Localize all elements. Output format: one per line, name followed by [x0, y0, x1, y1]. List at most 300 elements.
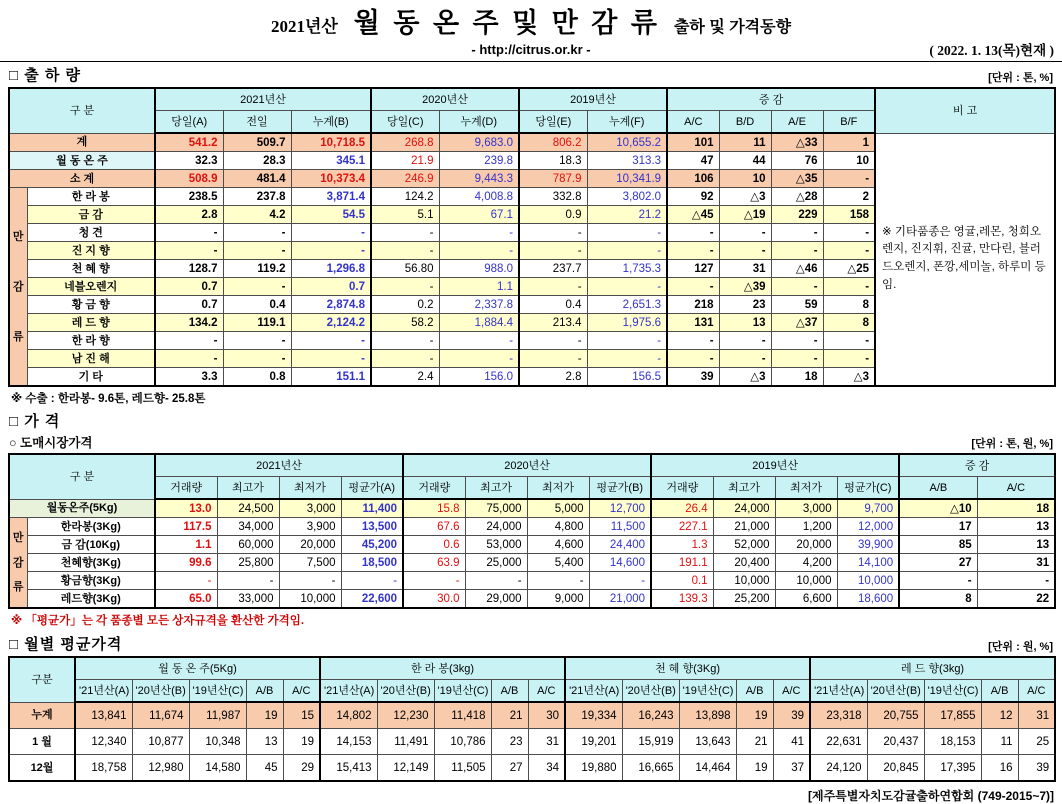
- col-header: 거래량: [155, 477, 217, 500]
- data-cell: 4,800: [527, 518, 589, 536]
- data-cell: 345.1: [291, 152, 371, 170]
- data-cell: 131: [667, 314, 719, 332]
- data-cell: 12: [981, 702, 1018, 729]
- row-label: 월동온주(5Kg): [9, 499, 155, 518]
- data-cell: -: [155, 332, 223, 350]
- data-cell: 9,443.3: [439, 170, 519, 188]
- remark-cell: ※ 기타품종은 영귤,레몬, 청희오렌지, 진지휘, 진귤, 만다린, 블러드오렌지, 폰깡,세미놀, 하루미 등 임.: [875, 133, 1055, 386]
- table-row: [9, 572, 1055, 590]
- col-header: '19년산(C): [189, 680, 246, 703]
- group-strip-label: 만 감 류: [9, 518, 27, 609]
- data-cell: 30: [528, 702, 565, 729]
- data-cell: -: [589, 572, 651, 590]
- data-cell: 13: [246, 729, 283, 755]
- data-cell: 2,651.3: [587, 296, 667, 314]
- data-cell: 39,900: [837, 536, 899, 554]
- data-cell: 3,871.4: [291, 188, 371, 206]
- data-cell: 14,802: [320, 702, 377, 729]
- data-cell: 13: [719, 314, 771, 332]
- data-cell: 1,884.4: [439, 314, 519, 332]
- col-header: A/C: [773, 680, 810, 703]
- data-cell: 10,341.9: [587, 170, 667, 188]
- data-cell: 0.7: [155, 296, 223, 314]
- data-cell: 124.2: [371, 188, 439, 206]
- data-cell: -: [771, 242, 823, 260]
- col-header: '21년산(A): [565, 680, 622, 703]
- data-cell: 134.2: [155, 314, 223, 332]
- data-cell: 19: [283, 729, 320, 755]
- data-cell: 14,153: [320, 729, 377, 755]
- data-cell: -: [771, 332, 823, 350]
- title-divider: [0, 61, 1062, 62]
- data-cell: △45: [667, 206, 719, 224]
- data-cell: 45: [246, 755, 283, 782]
- subsection-title-wholesale: ○ 도매시장가격: [9, 436, 93, 450]
- data-cell: 29: [283, 755, 320, 782]
- data-cell: 32.3: [155, 152, 223, 170]
- data-cell: 21.9: [371, 152, 439, 170]
- row-label: 금 감(10Kg): [27, 536, 155, 554]
- row-label: 남 진 해: [27, 350, 155, 368]
- data-cell: 20,000: [279, 536, 341, 554]
- col-header: 당일(E): [519, 111, 587, 134]
- data-cell: 21: [736, 729, 773, 755]
- data-cell: 2: [823, 188, 875, 206]
- data-cell: 2,874.8: [291, 296, 371, 314]
- data-cell: 541.2: [155, 133, 223, 152]
- data-cell: 52,000: [713, 536, 775, 554]
- data-cell: 3,802.0: [587, 188, 667, 206]
- data-cell: -: [439, 242, 519, 260]
- col-header: 누계(F): [587, 111, 667, 134]
- data-cell: -: [667, 350, 719, 368]
- data-cell: 3,000: [279, 499, 341, 518]
- row-label: 청 견: [27, 224, 155, 242]
- data-cell: 10,877: [132, 729, 189, 755]
- col-group-hallabong: 한 라 봉(3kg): [320, 657, 565, 680]
- data-cell: 63.9: [403, 554, 465, 572]
- data-cell: 41: [773, 729, 810, 755]
- data-cell: 0.7: [155, 278, 223, 296]
- data-cell: -: [371, 278, 439, 296]
- data-cell: 13,643: [679, 729, 736, 755]
- data-cell: 0.1: [651, 572, 713, 590]
- data-cell: -: [719, 332, 771, 350]
- row-label: 한라봉(3Kg): [27, 518, 155, 536]
- col-header-remark: 비 고: [875, 88, 1055, 133]
- unit-label-price: [단위 : 톤, 원, %]: [971, 438, 1053, 450]
- title-subtitle: 출하 및 가격동향: [673, 19, 792, 36]
- data-cell: 508.9: [155, 170, 223, 188]
- data-cell: 14,580: [189, 755, 246, 782]
- wholesale-price-table: [8, 453, 1056, 609]
- data-cell: 18: [977, 499, 1055, 518]
- data-cell: 4,200: [775, 554, 837, 572]
- data-cell: 15: [283, 702, 320, 729]
- data-cell: 31: [977, 554, 1055, 572]
- data-cell: 10,000: [279, 590, 341, 609]
- data-cell: 12,000: [837, 518, 899, 536]
- data-cell: 85: [899, 536, 977, 554]
- data-cell: 14,100: [837, 554, 899, 572]
- data-cell: -: [823, 224, 875, 242]
- data-cell: -: [823, 350, 875, 368]
- col-header-gubun: 구 분: [9, 88, 155, 133]
- data-cell: 101: [667, 133, 719, 152]
- col-group-2019: 2019년산: [519, 88, 667, 111]
- data-cell: 7,500: [279, 554, 341, 572]
- data-cell: -: [291, 242, 371, 260]
- col-header: 거래량: [403, 477, 465, 500]
- data-cell: 19,201: [565, 729, 622, 755]
- unit-label-shipment: [단위 : 톤, %]: [988, 72, 1053, 84]
- data-cell: 11,418: [434, 702, 491, 729]
- data-cell: -: [371, 224, 439, 242]
- col-header: B/F: [823, 111, 875, 134]
- monthly-average-price-table: [8, 656, 1056, 782]
- data-cell: 139.3: [651, 590, 713, 609]
- data-cell: 0.8: [223, 368, 291, 387]
- data-cell: -: [223, 242, 291, 260]
- title-year: 2021년산: [270, 17, 338, 36]
- data-cell: 13: [977, 518, 1055, 536]
- data-cell: -: [667, 332, 719, 350]
- section-title-shipment: □ 출 하 량: [9, 67, 82, 84]
- col-header: '21년산(A): [320, 680, 377, 703]
- data-cell: -: [771, 350, 823, 368]
- col-header: '19년산(C): [434, 680, 491, 703]
- col-group-2020: 2020년산: [403, 454, 651, 477]
- row-label: 레드향(3Kg): [27, 590, 155, 609]
- data-cell: 238.5: [155, 188, 223, 206]
- data-cell: -: [719, 224, 771, 242]
- col-header: 평균가(A): [341, 477, 403, 500]
- data-cell: 21,000: [713, 518, 775, 536]
- data-cell: -: [439, 332, 519, 350]
- data-cell: -: [223, 224, 291, 242]
- data-cell: 45,200: [341, 536, 403, 554]
- data-cell: 988.0: [439, 260, 519, 278]
- col-group-2020: 2020년산: [371, 88, 519, 111]
- data-cell: 10: [719, 170, 771, 188]
- col-header: 최고가: [713, 477, 775, 500]
- data-cell: 6,600: [775, 590, 837, 609]
- data-cell: -: [403, 572, 465, 590]
- col-header: 거래량: [651, 477, 713, 500]
- data-cell: 13.0: [155, 499, 217, 518]
- data-cell: 53,000: [465, 536, 527, 554]
- data-cell: 22,600: [341, 590, 403, 609]
- data-cell: 332.8: [519, 188, 587, 206]
- col-header: 당일(C): [371, 111, 439, 134]
- data-cell: 156.5: [587, 368, 667, 387]
- data-cell: 10,718.5: [291, 133, 371, 152]
- col-group-change: 증 감: [667, 88, 875, 111]
- data-cell: -: [155, 224, 223, 242]
- data-cell: 12,230: [377, 702, 434, 729]
- data-cell: -: [291, 224, 371, 242]
- data-cell: 3,000: [775, 499, 837, 518]
- data-cell: 25: [1018, 729, 1055, 755]
- data-cell: 19: [736, 755, 773, 782]
- shipment-table: [8, 87, 1056, 387]
- col-header: A/C: [528, 680, 565, 703]
- data-cell: -: [587, 224, 667, 242]
- table-row: [9, 499, 1055, 518]
- data-cell: 13: [977, 536, 1055, 554]
- data-cell: 29,000: [465, 590, 527, 609]
- col-header: 최고가: [217, 477, 279, 500]
- data-cell: -: [291, 332, 371, 350]
- row-label: 한 라 향: [27, 332, 155, 350]
- data-cell: -: [371, 242, 439, 260]
- data-cell: 54.5: [291, 206, 371, 224]
- data-cell: 33,000: [217, 590, 279, 609]
- organization-footer: [제주특별자치도감귤출하연합회 (749-2015~7)]: [807, 789, 1054, 803]
- col-group-onju: 월 동 온 주(5Kg): [75, 657, 320, 680]
- data-cell: 12,149: [377, 755, 434, 782]
- data-cell: 67.6: [403, 518, 465, 536]
- data-cell: -: [519, 350, 587, 368]
- data-cell: △3: [719, 368, 771, 387]
- data-cell: -: [223, 350, 291, 368]
- unit-label-monthly: [단위 : 원, %]: [988, 641, 1053, 653]
- row-label: 진 지 향: [27, 242, 155, 260]
- row-label: 계: [9, 133, 155, 152]
- data-cell: -: [371, 332, 439, 350]
- row-label: 천 혜 향: [27, 260, 155, 278]
- data-cell: 23,318: [810, 702, 867, 729]
- data-cell: 268.8: [371, 133, 439, 152]
- data-cell: 14,600: [589, 554, 651, 572]
- data-cell: 28.3: [223, 152, 291, 170]
- data-cell: △37: [771, 314, 823, 332]
- row-label: 한 라 봉: [27, 188, 155, 206]
- data-cell: 10,348: [189, 729, 246, 755]
- col-header: A/C: [667, 111, 719, 134]
- data-cell: -: [155, 572, 217, 590]
- row-label: 네블오렌지: [27, 278, 155, 296]
- data-cell: △3: [719, 188, 771, 206]
- data-cell: 20,400: [713, 554, 775, 572]
- table-row: [9, 133, 1055, 152]
- data-cell: 44: [719, 152, 771, 170]
- data-cell: -: [823, 332, 875, 350]
- data-cell: 4.2: [223, 206, 291, 224]
- data-cell: 1,296.8: [291, 260, 371, 278]
- data-cell: -: [719, 350, 771, 368]
- col-group-change: 증 감: [899, 454, 1055, 477]
- data-cell: -: [823, 278, 875, 296]
- col-header: 최고가: [465, 477, 527, 500]
- data-cell: 18,500: [341, 554, 403, 572]
- data-cell: 19,334: [565, 702, 622, 729]
- data-cell: △19: [719, 206, 771, 224]
- data-cell: 229: [771, 206, 823, 224]
- data-cell: -: [519, 224, 587, 242]
- data-cell: 34,000: [217, 518, 279, 536]
- data-cell: 24,120: [810, 755, 867, 782]
- data-cell: 24,400: [589, 536, 651, 554]
- data-cell: 60,000: [217, 536, 279, 554]
- data-cell: 2,337.8: [439, 296, 519, 314]
- data-cell: 0.2: [371, 296, 439, 314]
- data-cell: 19: [736, 702, 773, 729]
- data-cell: 1.3: [651, 536, 713, 554]
- data-cell: 24,500: [217, 499, 279, 518]
- price-table-body: [9, 499, 1055, 608]
- data-cell: 21.2: [587, 206, 667, 224]
- data-cell: -: [771, 278, 823, 296]
- data-cell: 18,758: [75, 755, 132, 782]
- data-cell: 9,000: [527, 590, 589, 609]
- data-cell: 18,600: [837, 590, 899, 609]
- data-cell: -: [341, 572, 403, 590]
- data-cell: 10,000: [775, 572, 837, 590]
- data-cell: 13,898: [679, 702, 736, 729]
- site-url[interactable]: - http://citrus.or.kr -: [471, 42, 591, 57]
- data-cell: 20,000: [775, 536, 837, 554]
- data-cell: 2.4: [371, 368, 439, 387]
- data-cell: 10,786: [434, 729, 491, 755]
- col-header: 누계(D): [439, 111, 519, 134]
- data-cell: 24,000: [713, 499, 775, 518]
- data-cell: 117.5: [155, 518, 217, 536]
- table-row: [9, 518, 1055, 536]
- data-cell: 156.0: [439, 368, 519, 387]
- monthly-table-body: [9, 702, 1055, 781]
- data-cell: 19,880: [565, 755, 622, 782]
- row-label: 1 월: [9, 729, 75, 755]
- data-cell: 10,000: [837, 572, 899, 590]
- data-cell: 24,000: [465, 518, 527, 536]
- data-cell: 31: [528, 729, 565, 755]
- data-cell: 8: [899, 590, 977, 609]
- data-cell: 2.8: [519, 368, 587, 387]
- data-cell: 4,600: [527, 536, 589, 554]
- data-cell: -: [587, 350, 667, 368]
- data-cell: 12,700: [589, 499, 651, 518]
- data-cell: 27: [899, 554, 977, 572]
- data-cell: 16,665: [622, 755, 679, 782]
- data-cell: 246.9: [371, 170, 439, 188]
- data-cell: 0.4: [223, 296, 291, 314]
- table-row: [9, 702, 1055, 729]
- data-cell: 22,631: [810, 729, 867, 755]
- data-cell: 151.1: [291, 368, 371, 387]
- data-cell: 20,845: [867, 755, 924, 782]
- data-cell: 21,000: [589, 590, 651, 609]
- data-cell: 23: [719, 296, 771, 314]
- data-cell: 47: [667, 152, 719, 170]
- data-cell: 14,464: [679, 755, 736, 782]
- data-cell: -: [823, 242, 875, 260]
- col-header: '20년산(B): [622, 680, 679, 703]
- data-cell: 65.0: [155, 590, 217, 609]
- data-cell: 313.3: [587, 152, 667, 170]
- row-label: 황금향(3Kg): [27, 572, 155, 590]
- data-cell: 25,000: [465, 554, 527, 572]
- data-cell: 4,008.8: [439, 188, 519, 206]
- col-header: '20년산(B): [132, 680, 189, 703]
- data-cell: 20,755: [867, 702, 924, 729]
- data-cell: △3: [823, 368, 875, 387]
- data-cell: -: [587, 278, 667, 296]
- data-cell: -: [771, 224, 823, 242]
- data-cell: 12,340: [75, 729, 132, 755]
- data-cell: 25,800: [217, 554, 279, 572]
- data-cell: 25,200: [713, 590, 775, 609]
- data-cell: -: [155, 350, 223, 368]
- col-header: A/E: [771, 111, 823, 134]
- col-header: A/B: [491, 680, 528, 703]
- group-strip-label: 만 감 류: [9, 188, 27, 387]
- data-cell: 806.2: [519, 133, 587, 152]
- col-header: 누계(B): [291, 111, 371, 134]
- data-cell: 34: [528, 755, 565, 782]
- data-cell: -: [519, 278, 587, 296]
- data-cell: 158: [823, 206, 875, 224]
- data-cell: 11,505: [434, 755, 491, 782]
- data-cell: 9,683.0: [439, 133, 519, 152]
- data-cell: -: [291, 350, 371, 368]
- data-cell: 227.1: [651, 518, 713, 536]
- data-cell: 23: [491, 729, 528, 755]
- data-cell: △10: [899, 499, 977, 518]
- col-group-2019: 2019년산: [651, 454, 899, 477]
- data-cell: 17,395: [924, 755, 981, 782]
- data-cell: 11,674: [132, 702, 189, 729]
- table-row: [9, 554, 1055, 572]
- title-second-line: [8, 40, 1054, 59]
- data-cell: 76: [771, 152, 823, 170]
- row-label: 누계: [9, 702, 75, 729]
- data-cell: -: [371, 350, 439, 368]
- col-header: '21년산(A): [810, 680, 867, 703]
- data-cell: 237.7: [519, 260, 587, 278]
- data-cell: 17: [899, 518, 977, 536]
- data-cell: -: [519, 332, 587, 350]
- col-group-2021: 2021년산: [155, 88, 371, 111]
- data-cell: 10,655.2: [587, 133, 667, 152]
- data-cell: -: [439, 224, 519, 242]
- data-cell: 509.7: [223, 133, 291, 152]
- data-cell: 37: [773, 755, 810, 782]
- data-cell: 31: [719, 260, 771, 278]
- data-cell: 15.8: [403, 499, 465, 518]
- row-label: 레 드 향: [27, 314, 155, 332]
- data-cell: 218: [667, 296, 719, 314]
- data-cell: -: [527, 572, 589, 590]
- col-header: 최저가: [775, 477, 837, 500]
- data-cell: 481.4: [223, 170, 291, 188]
- col-header: A/B: [246, 680, 283, 703]
- data-cell: 67.1: [439, 206, 519, 224]
- data-cell: 15,919: [622, 729, 679, 755]
- data-cell: 18: [771, 368, 823, 387]
- data-cell: 27: [491, 755, 528, 782]
- data-cell: -: [223, 332, 291, 350]
- data-cell: 191.1: [651, 554, 713, 572]
- data-cell: 20,437: [867, 729, 924, 755]
- table-row: [9, 755, 1055, 782]
- data-cell: △35: [771, 170, 823, 188]
- data-cell: △25: [823, 260, 875, 278]
- table-row: [9, 729, 1055, 755]
- data-cell: -: [223, 278, 291, 296]
- data-cell: -: [899, 572, 977, 590]
- col-header: 전일: [223, 111, 291, 134]
